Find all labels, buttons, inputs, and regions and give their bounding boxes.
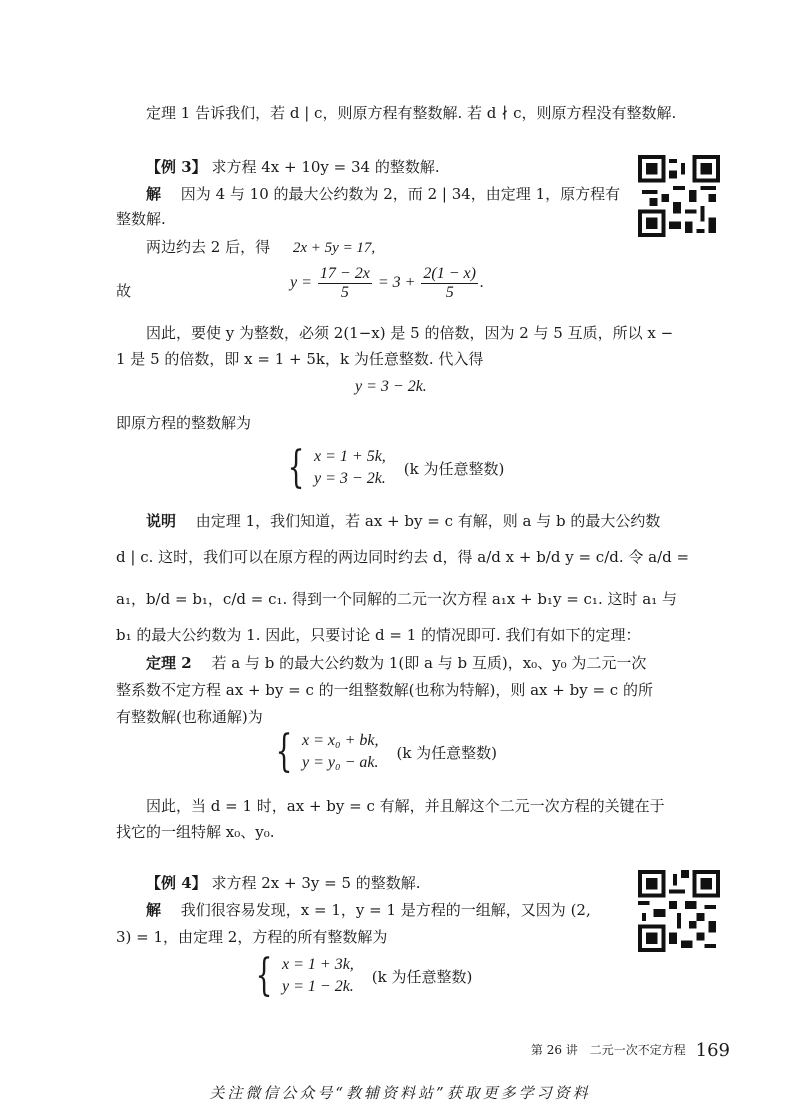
explanation-label: 说明 — [146, 512, 177, 530]
system3-line-b: y = 1 − 2k. — [282, 978, 354, 995]
paragraph3-line2: 1 是 5 的倍数，即 x = 1 + 5k，k 为任意整数. 代入得 — [116, 350, 484, 368]
page-footer — [531, 1040, 730, 1061]
theorem2-label: 定理 2 — [146, 654, 192, 672]
brace: { — [287, 442, 305, 493]
example4-question: 求方程 2x + 3y = 5 的整数解. — [211, 874, 421, 892]
solution3-line3 — [146, 236, 375, 259]
equation-2x-5y: 2x + 5y = 17, — [292, 240, 376, 256]
theorem2-line1 — [146, 652, 646, 674]
eq-y-mid: = 3 + — [377, 274, 416, 292]
explanation-line3: a₁，b/d = b₁，c/d = c₁. 得到一个同解的二元一次方程 a₁x + b₁y = c₁. 这时 a₁ 与 — [116, 590, 677, 608]
explanation-line4: b₁ 的最大公约数为 1. 因此，只要讨论 d = 1 的情况即可. 我们有如下的定理： — [116, 626, 641, 644]
qr-code-example3[interactable] — [638, 155, 720, 237]
therefore-label: 故 — [116, 282, 132, 300]
example4-label: 【例 4】 — [146, 874, 207, 892]
text-line-theorem1-note: 定理 1 告诉我们，若 d | c，则原方程有整数解. 若 d ∤ c，则原方程没有整数解. — [146, 104, 677, 122]
system1-line-b: y = 3 − 2k. — [314, 470, 386, 487]
theorem2-line3: 有整数解(也称通解)为 — [116, 708, 263, 726]
qr-code-example4[interactable] — [638, 870, 720, 952]
paragraph4-line1: 因此，当 d = 1 时，ax + by = c 有解，并且解这个二元一次方程的关键在于 — [146, 797, 665, 815]
paragraph4-line2: 找它的一组特解 x₀、y₀. — [116, 823, 275, 841]
promo-banner: 关注微信公众号“教辅资料站”获取更多学习资料 — [209, 1084, 591, 1102]
equation-y-fraction: y = $\frac{17 - 2x}{5}$ = 3 + $\frac{2(1 - x)}{5}$ . — [290, 265, 484, 301]
fraction-1: $\frac{17 - 2x}{5}$ — [319, 265, 370, 301]
solution3-text-c: 两边约去 2 后，得 — [146, 238, 271, 256]
system1-line-a: x = 1 + 5k, — [314, 448, 386, 465]
system3-line-a: x = 1 + 3k, — [282, 956, 354, 973]
theorem2-text-a: 若 a 与 b 的最大公约数为 1(即 a 与 b 互质)，x₀、y₀ 为二元一次 — [211, 654, 647, 672]
explanation-line1 — [146, 510, 660, 532]
paragraph3-line3: 即原方程的整数解为 — [116, 414, 252, 432]
solution3-line1 — [146, 183, 620, 205]
solution3-label: 解 — [146, 185, 162, 203]
solution3-text-a: 因为 4 与 10 的最大公约数为 2，而 2 | 34，由定理 1，原方程有 — [180, 185, 621, 203]
example3-heading — [146, 156, 440, 178]
system1-note: (k 为任意整数) — [403, 459, 505, 478]
page-number: 169 — [695, 1040, 730, 1061]
solution3-line2: 整数解. — [116, 210, 166, 228]
solution4-line2: 3) = 1，由定理 2，方程的所有整数解为 — [116, 928, 388, 946]
system3-note: (k 为任意整数) — [371, 967, 473, 986]
explanation-text-a: 由定理 1，我们知道，若 ax + by = c 有解，则 a 与 b 的最大公约数 — [195, 512, 661, 530]
brace: { — [255, 950, 273, 1001]
brace: { — [275, 726, 293, 777]
solution-system-3 — [250, 950, 473, 1001]
solution-system-2 — [270, 726, 498, 777]
system2-line-a: x = x₀ + bk, — [302, 732, 379, 749]
system2-note: (k 为任意整数) — [396, 743, 498, 762]
example4-heading — [146, 872, 421, 894]
theorem2-line2: 整系数不定方程 ax + by = c 的一组整数解(也称为特解)，则 ax + by = c 的所 — [116, 681, 653, 699]
example3-question: 求方程 4x + 10y = 34 的整数解. — [211, 158, 440, 176]
solution-system-1 — [282, 442, 505, 493]
paragraph3-line1: 因此，要使 y 为整数，必须 2(1−x) 是 5 的倍数，因为 2 与 5 互质，所以 x − — [146, 324, 674, 342]
system2-line-b: y = y₀ − ak. — [302, 754, 379, 771]
qr-code-icon — [638, 155, 720, 237]
example3-label: 【例 3】 — [146, 158, 207, 176]
solution4-text-a: 我们很容易发现，x = 1，y = 1 是方程的一组解，又因为 (2, — [180, 901, 591, 919]
fraction-2: $\frac{2(1 - x)}{5}$ — [423, 265, 476, 301]
explanation-line2: d | c. 这时，我们可以在原方程的两边同时约去 d，得 a/d x + b/d y = c/d. 令 a/d = — [116, 548, 690, 566]
solution4-label: 解 — [146, 901, 162, 919]
qr-code-icon — [638, 870, 720, 952]
equation-y-3-2k: y = 3 − 2k. — [355, 378, 427, 395]
eq-y-left: y = — [290, 274, 312, 292]
footer-chapter: 第 26 讲 二元一次不定方程 — [530, 1043, 686, 1057]
solution4-line1 — [146, 899, 591, 921]
